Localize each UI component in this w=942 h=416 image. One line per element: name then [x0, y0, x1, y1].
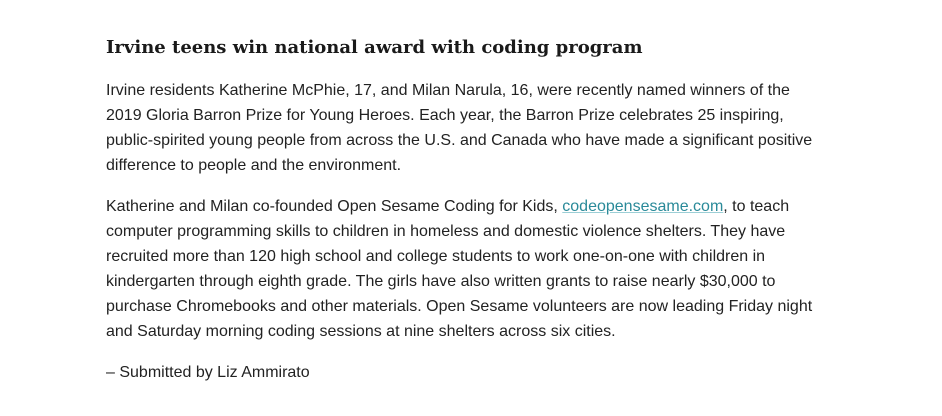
- article-headline: Irvine teens win national award with coding program: [106, 37, 643, 58]
- codeopensesame-link[interactable]: codeopensesame.com: [562, 198, 724, 215]
- paragraph-2-text-after-link: , to teach computer programming skills to children in homeless and domestic violence shelters. They have recruited more than 120 high school and college students to work one-on-one with children in kindergarten through eighth grade. The girls have also written grants to raise nearly $30,000 to purchase Chromebooks and other materials. Open Sesame volunteers are now leading Friday night and Saturday morning coding sessions at nine shelters across six cities.: [106, 198, 813, 340]
- article-byline: – Submitted by Liz Ammirato: [106, 364, 310, 381]
- article-paragraph-2: [106, 194, 818, 344]
- article-paragraph-1: Irvine residents Katherine McPhie, 17, and Milan Narula, 16, were recently named winners of the 2019 Gloria Barron Prize for Young Heroes. Each year, the Barron Prize celebrates 25 inspiring, public-spirited young people from across the U.S. and Canada who have made a significant positive difference to people and the environment.: [106, 82, 813, 174]
- paragraph-2-text-before-link: Katherine and Milan co-founded Open Sesame Coding for Kids,: [106, 198, 563, 215]
- article: [106, 36, 818, 385]
